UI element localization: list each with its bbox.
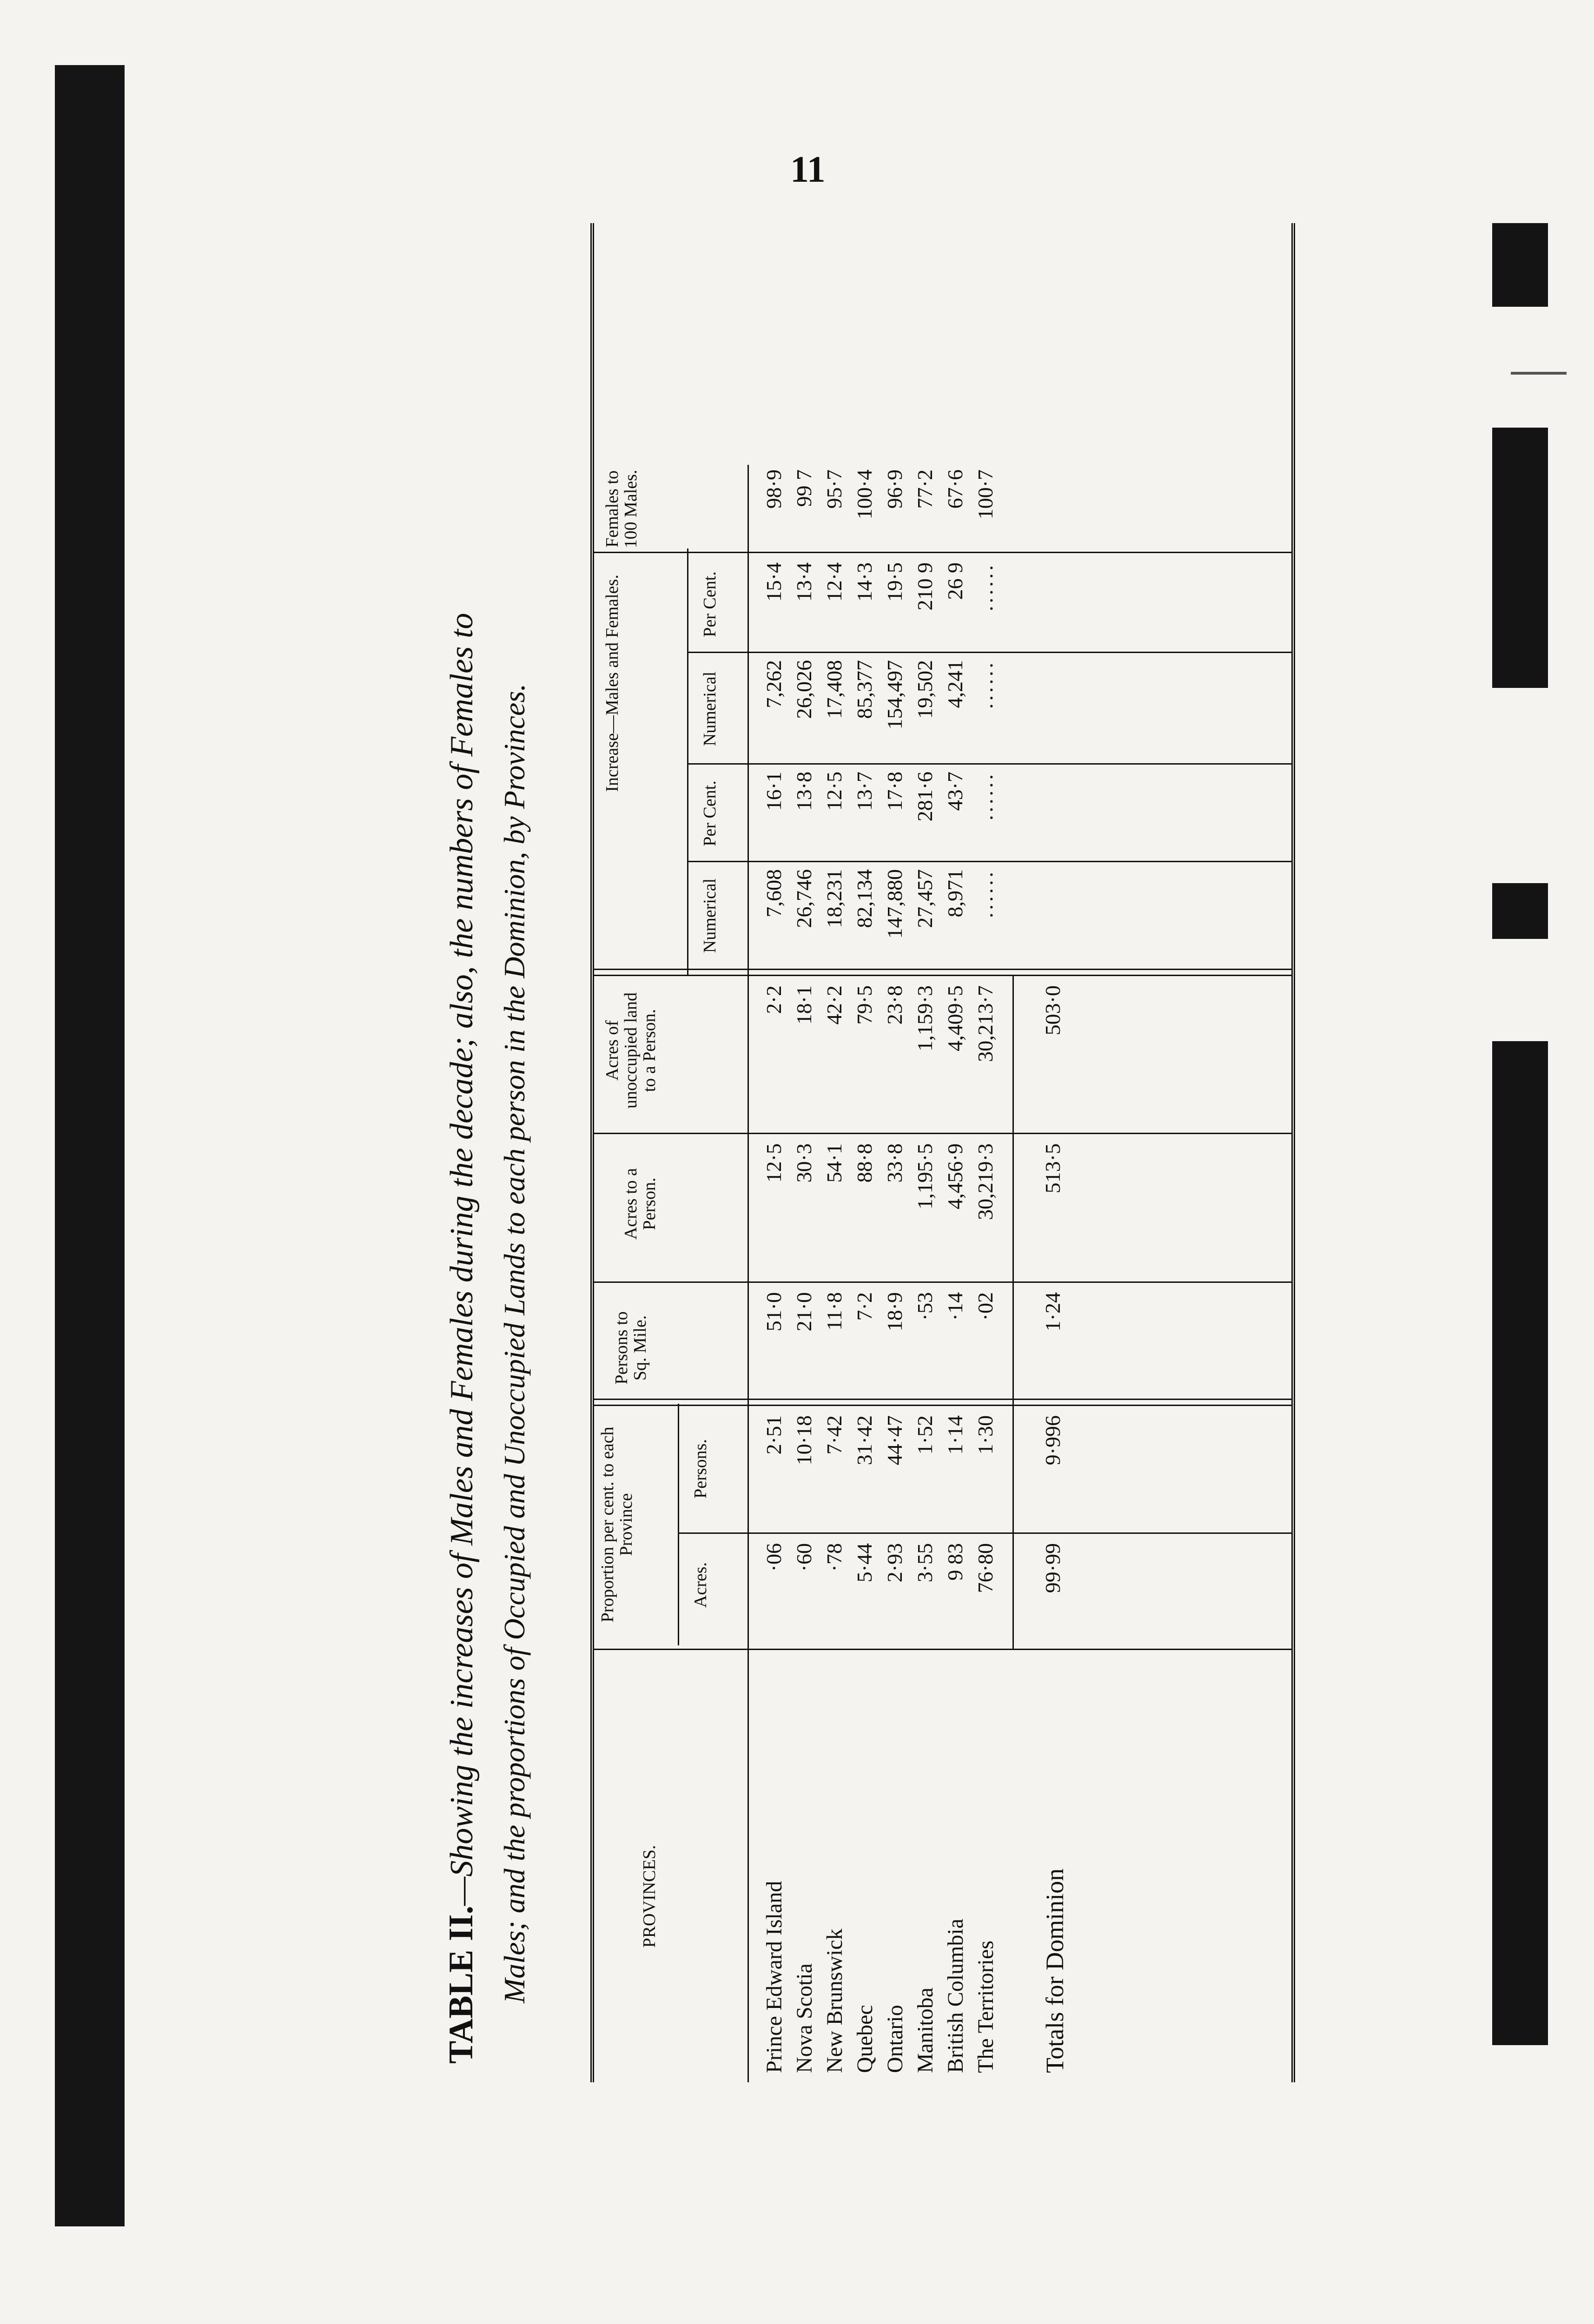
header-numerical-2: Numerical xyxy=(700,671,720,746)
table-caption-rest: —Showing the increases of Males and Females during the decade; also, the numbers of Females to xyxy=(444,613,480,1906)
province-name: Nova Scotia xyxy=(792,1963,817,2073)
percent2-cell: 15·4 xyxy=(762,562,786,602)
acres-person-cell: 88·8 xyxy=(853,1143,876,1183)
table-caption-lead: TABLE II. xyxy=(442,1906,480,2064)
header-per-cent-1: Per Cent. xyxy=(700,780,720,846)
acres-person-cell: 33·8 xyxy=(883,1143,906,1183)
unoccupied-cell: 79·5 xyxy=(853,985,876,1025)
persons-cell: 1·52 xyxy=(913,1415,937,1455)
rule xyxy=(678,1404,679,1645)
rule xyxy=(678,1532,1291,1534)
numerical2-cell: 26,026 xyxy=(792,660,816,719)
unoccupied-cell: 42·2 xyxy=(822,985,846,1025)
province-name: Manitoba xyxy=(913,1987,938,2073)
acres-person-cell: 12·5 xyxy=(762,1143,786,1183)
rule xyxy=(747,465,749,2082)
rule xyxy=(594,552,1291,553)
numerical2-cell: 17,408 xyxy=(822,660,846,719)
acres-person-cell: 54·1 xyxy=(822,1143,846,1183)
acres-cell: 9 83 xyxy=(943,1543,967,1581)
header-proportion: Proportion per cent. to each Province xyxy=(598,1426,636,1623)
header-acres: Acres. xyxy=(691,1562,710,1608)
province-name: British Columbia xyxy=(943,1918,968,2073)
header-females: Females to 100 Males. xyxy=(602,469,641,548)
acres-cell: 76·80 xyxy=(973,1543,997,1593)
numerical2-cell: 85,377 xyxy=(853,660,876,719)
numerical1-cell: 82,134 xyxy=(853,869,876,928)
header-persons: Persons. xyxy=(691,1439,710,1499)
header-per-cent-2: Per Cent. xyxy=(700,571,720,637)
totals-acres: 99·99 xyxy=(1041,1543,1065,1593)
rule xyxy=(687,763,1291,765)
numerical1-cell: 26,746 xyxy=(792,869,816,928)
persons-cell: 31·42 xyxy=(853,1415,876,1466)
unoccupied-cell: 2·2 xyxy=(762,985,786,1014)
percent1-cell: 17·8 xyxy=(883,772,906,811)
rule xyxy=(594,969,1291,976)
percent1-cell: ...... xyxy=(973,772,997,820)
numerical2-cell: 7,262 xyxy=(762,660,786,708)
persons-cell: 1·14 xyxy=(943,1415,967,1455)
persons-cell: 10·18 xyxy=(792,1415,816,1466)
percent2-cell: 13·4 xyxy=(792,562,816,602)
header-numerical-1: Numerical xyxy=(700,878,720,953)
data-table xyxy=(590,223,1295,2082)
province-name: The Territories xyxy=(973,1941,998,2073)
persons-cell: 44·47 xyxy=(883,1415,906,1466)
book-binding-edge xyxy=(55,65,125,2226)
acres-cell: ·06 xyxy=(762,1543,786,1572)
persons-cell: 1·30 xyxy=(973,1415,997,1455)
header-acres-person: Acres to a Person. xyxy=(621,1168,659,1240)
acres-cell: 5·44 xyxy=(853,1543,876,1583)
females-cell: 96·9 xyxy=(883,469,906,509)
numerical1-cell: 8,971 xyxy=(943,869,967,918)
sq-mile-cell: 51·0 xyxy=(762,1292,786,1332)
header-acres-unoccupied: Acres of unoccupied land to a Person. xyxy=(602,992,659,1109)
sq-mile-cell: 11·8 xyxy=(822,1292,846,1331)
females-cell: 100·4 xyxy=(853,469,876,520)
numerical1-cell: 27,457 xyxy=(913,869,937,928)
numerical1-cell: 147,880 xyxy=(883,869,906,939)
females-cell: 77·2 xyxy=(913,469,937,509)
numerical2-cell: 19,502 xyxy=(913,660,937,719)
unoccupied-cell: 18·1 xyxy=(792,985,816,1025)
sq-mile-cell: ·02 xyxy=(973,1292,997,1321)
acres-person-cell: 1,195·5 xyxy=(913,1143,937,1209)
rule xyxy=(594,1133,1291,1134)
percent2-cell: ...... xyxy=(973,562,997,611)
females-cell: 100·7 xyxy=(973,469,997,520)
province-name: Prince Edward Island xyxy=(762,1881,787,2073)
percent2-cell: 14·3 xyxy=(853,562,876,602)
sq-mile-cell: 7·2 xyxy=(853,1292,876,1321)
table-caption-line1 xyxy=(442,613,481,2064)
header-increase: Increase—Males and Females. xyxy=(602,574,622,792)
totals-unoccupied: 503·0 xyxy=(1041,985,1065,1036)
province-name: New Brunswick xyxy=(822,1928,847,2073)
percent2-cell: 26 9 xyxy=(943,562,967,600)
percent1-cell: 13·7 xyxy=(853,772,876,811)
numerical2-cell: 154,497 xyxy=(883,660,906,730)
acres-person-cell: 30,219·3 xyxy=(973,1143,997,1220)
percent1-cell: 13·8 xyxy=(792,772,816,811)
header-persons-sq-mile: Persons to Sq. Mile. xyxy=(612,1311,650,1385)
sq-mile-cell: ·53 xyxy=(913,1292,937,1321)
rule xyxy=(594,1399,1291,1406)
numerical1-cell: 18,231 xyxy=(822,869,846,928)
acres-cell: 2·93 xyxy=(883,1543,906,1583)
sq-mile-cell: 21·0 xyxy=(792,1292,816,1332)
rule xyxy=(687,652,1291,653)
percent2-cell: 12·4 xyxy=(822,562,846,602)
percent1-cell: 16·1 xyxy=(762,772,786,811)
acres-person-cell: 30·3 xyxy=(792,1143,816,1183)
percent2-cell: 19·5 xyxy=(883,562,906,602)
acres-cell: ·78 xyxy=(822,1543,846,1572)
percent1-cell: 12·5 xyxy=(822,772,846,811)
page-number: 11 xyxy=(790,149,826,190)
totals-sq-mile: 1·24 xyxy=(1041,1292,1065,1332)
percent2-cell: 210 9 xyxy=(913,562,937,611)
rule xyxy=(1012,976,1014,1650)
totals-persons: 9·996 xyxy=(1041,1415,1065,1466)
persons-cell: 7·42 xyxy=(822,1415,846,1455)
acres-cell: ·60 xyxy=(792,1543,816,1572)
females-cell: 98·9 xyxy=(762,469,786,509)
province-name: Ontario xyxy=(883,2005,907,2073)
totals-label: Totals for Dominion xyxy=(1041,1868,1069,2073)
percent1-cell: 43·7 xyxy=(943,772,967,811)
sq-mile-cell: ·14 xyxy=(943,1292,967,1321)
persons-cell: 2·51 xyxy=(762,1415,786,1455)
acres-person-cell: 4,456·9 xyxy=(943,1143,967,1209)
rule xyxy=(594,1649,1291,1650)
rule xyxy=(687,861,1291,862)
unoccupied-cell: 23·8 xyxy=(883,985,906,1025)
table-caption-line2: Males; and the proportions of Occupied and Unoccupied Lands to each person in the Dominion, by Provinces. xyxy=(498,683,531,2003)
unoccupied-cell: 1,159·3 xyxy=(913,985,937,1051)
rule xyxy=(687,548,688,976)
rotated-table-block xyxy=(442,223,1557,2082)
unoccupied-cell: 4,409·5 xyxy=(943,985,967,1051)
numerical1-cell: ...... xyxy=(973,869,997,918)
province-name: Quebec xyxy=(853,2005,877,2073)
unoccupied-cell: 30,213·7 xyxy=(973,985,997,1062)
percent1-cell: 281·6 xyxy=(913,772,937,822)
acres-cell: 3·55 xyxy=(913,1543,937,1583)
females-cell: 99 7 xyxy=(792,469,816,507)
numerical1-cell: 7,608 xyxy=(762,869,786,918)
numerical2-cell: 4,241 xyxy=(943,660,967,708)
header-provinces: PROVINCES. xyxy=(640,1845,659,1948)
females-cell: 95·7 xyxy=(822,469,846,509)
sq-mile-cell: 18·9 xyxy=(883,1292,906,1332)
rule xyxy=(594,1281,1291,1283)
females-cell: 67·6 xyxy=(943,469,967,509)
totals-acres-person: 513·5 xyxy=(1041,1143,1065,1194)
numerical2-cell: ...... xyxy=(973,660,997,709)
